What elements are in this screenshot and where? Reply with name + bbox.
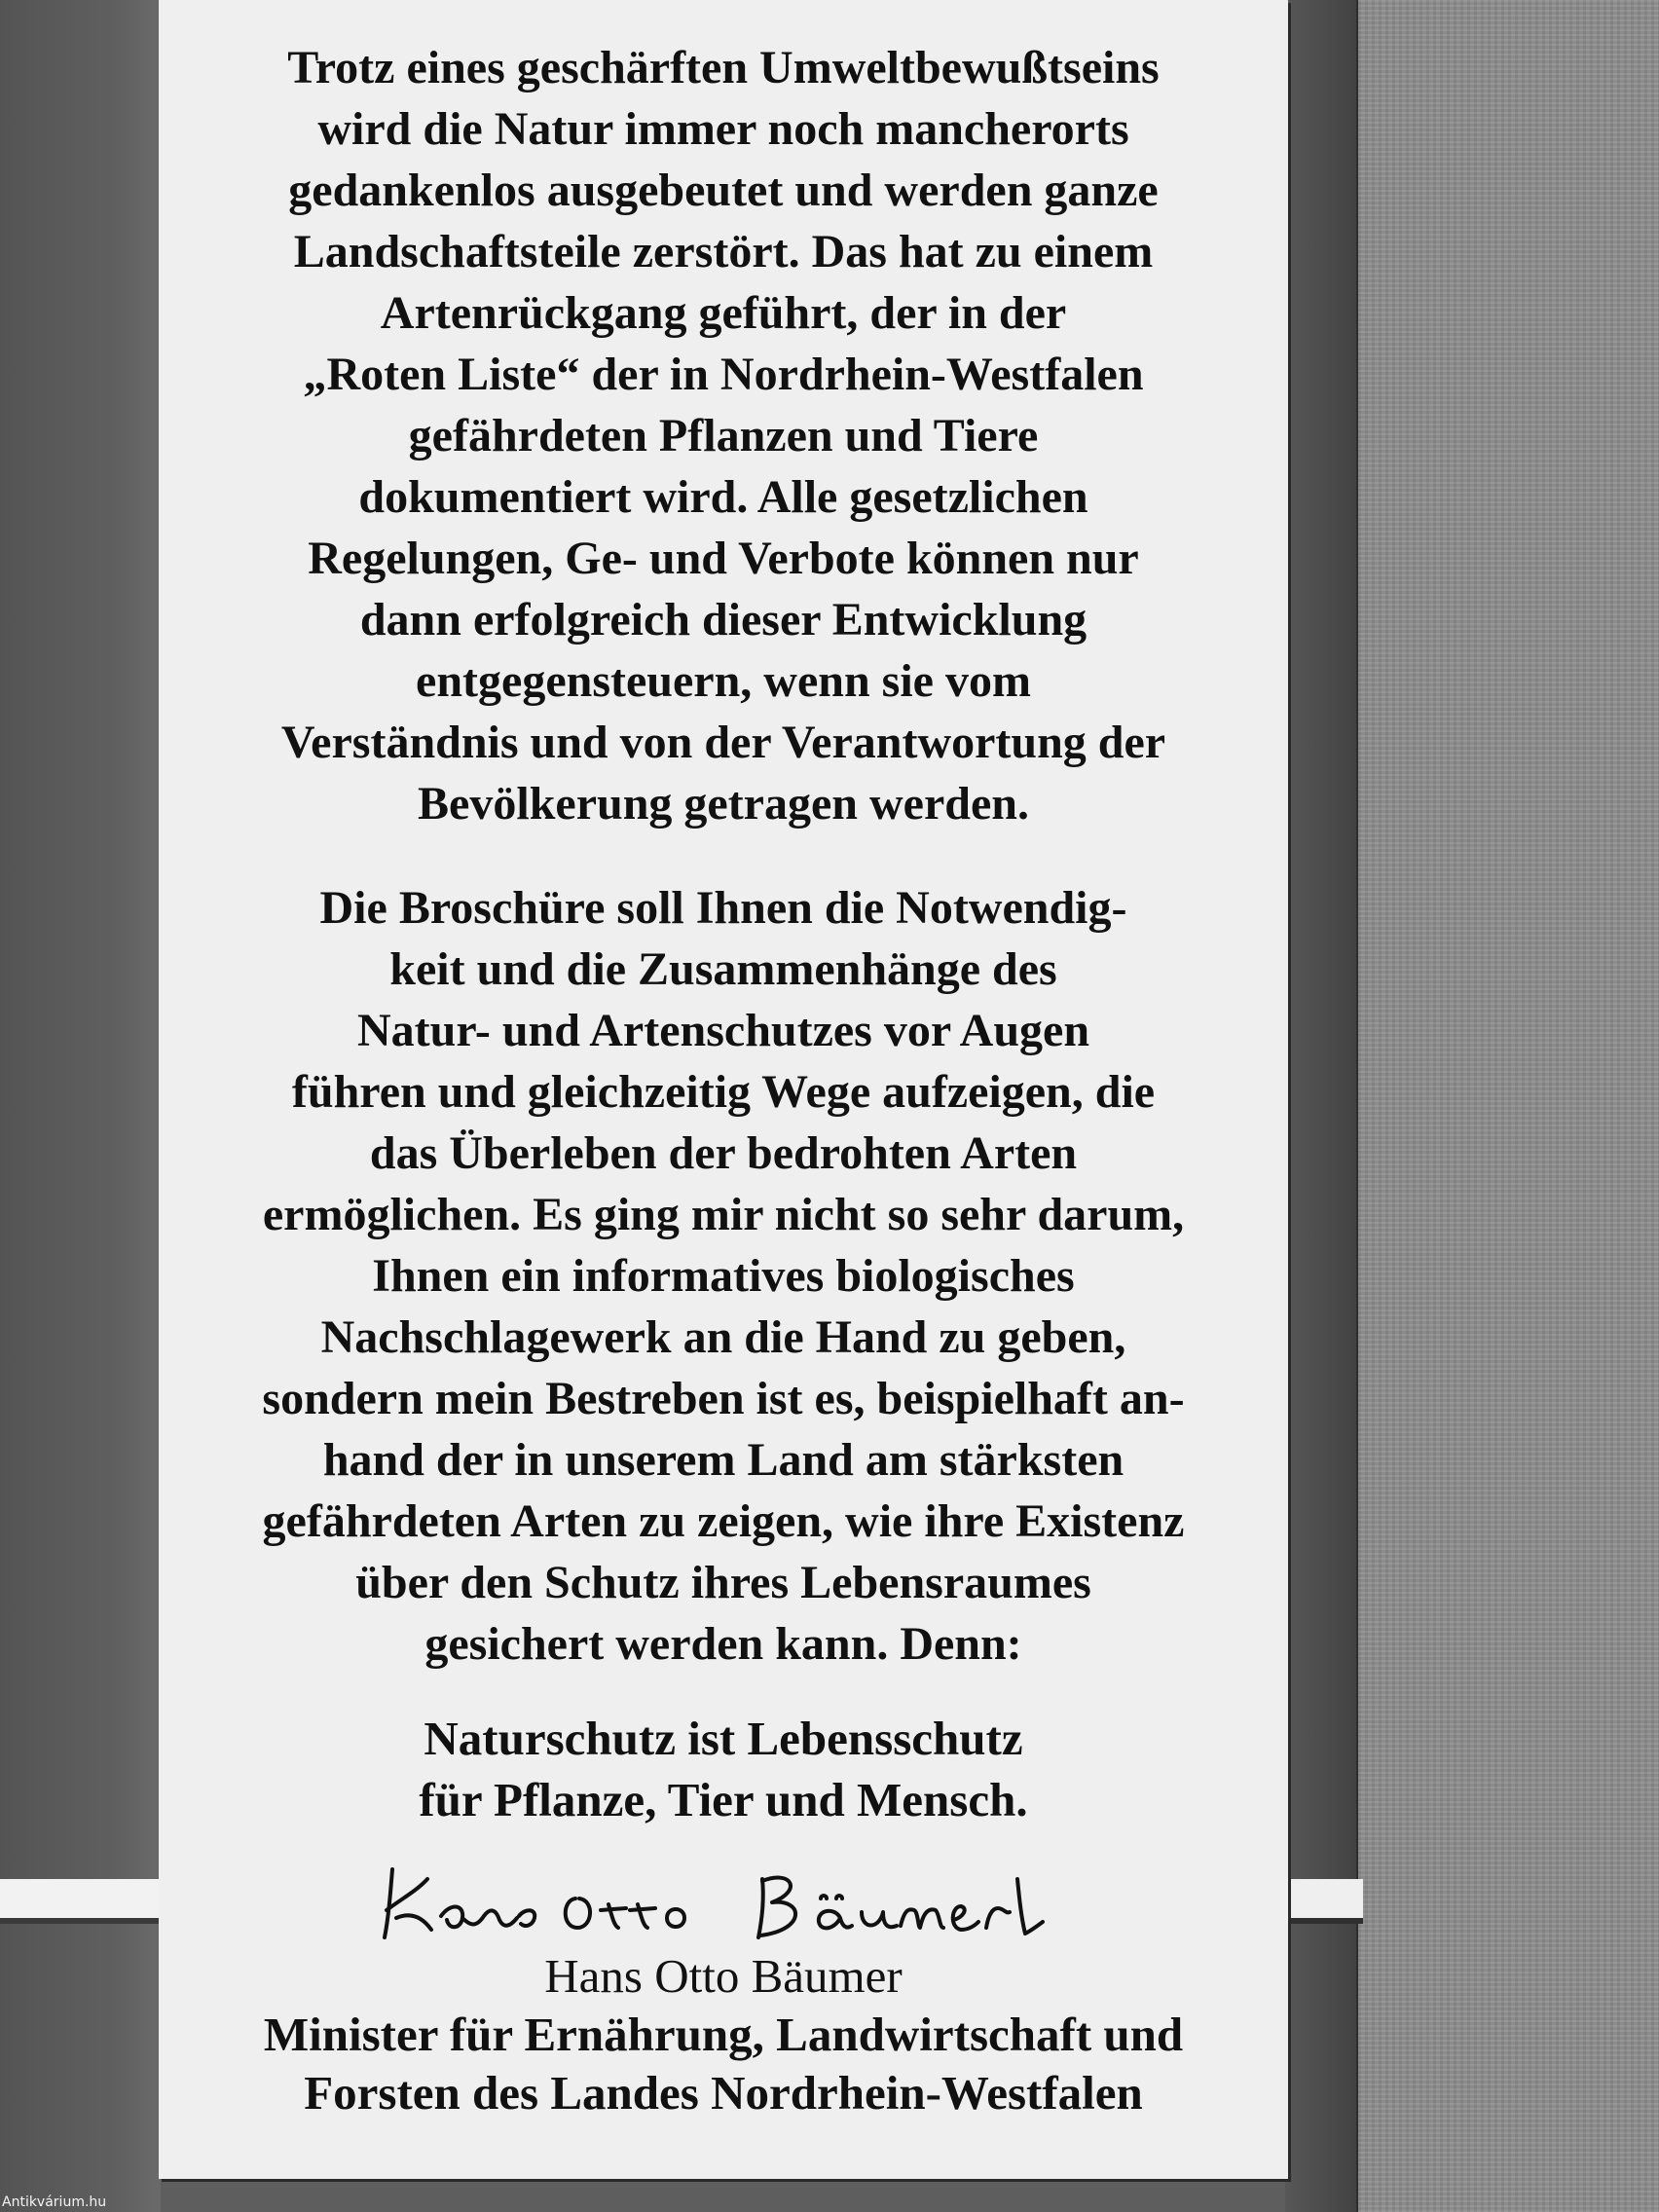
- text-line: Ihnen ein informatives biologisches: [372, 1250, 1075, 1302]
- text-line: führen und gleichzeitig Wege aufzeigen, die: [291, 1066, 1156, 1118]
- text-line: „Roten Liste“ der in Nordrhein-Westfalen: [303, 349, 1144, 400]
- text-line: sondern mein Bestreben ist es, beispielhaft an-: [262, 1373, 1185, 1424]
- text-line: Trotz eines geschärften Umweltbewußtseins: [287, 42, 1160, 93]
- text-line: gesichert werden kann. Denn:: [424, 1618, 1022, 1670]
- text-line: wird die Natur immer noch mancherorts: [317, 103, 1129, 155]
- text-line: dokumentiert wird. Alle gesetzlichen: [358, 471, 1088, 523]
- text-line: Verständnis und von der Verantwortung der: [280, 717, 1166, 768]
- cover-stripe-left: [0, 1879, 170, 1918]
- paragraph-spacer: [198, 834, 1249, 877]
- cover-stripe-left-shadow: [0, 1918, 170, 1924]
- text-line: Natur- und Artenschutzes vor Augen: [356, 1005, 1090, 1056]
- author-title-line: Minister für Ernährung, Landwirtschaft und: [263, 2008, 1184, 2061]
- cover-stripe-right-shadow: [1285, 1918, 1363, 1924]
- author-name: Hans Otto Bäumer: [544, 1949, 903, 2003]
- watermark: Antikvárium.hu: [2, 2194, 107, 2210]
- text-line: Nachschlagewerk an die Hand zu geben,: [320, 1311, 1126, 1363]
- text-line: keit und die Zusammenhänge des: [389, 943, 1057, 995]
- author-title-line: Forsten des Landes Nordrhein-Westfalen: [304, 2066, 1143, 2120]
- text-panel: [159, 0, 1288, 2179]
- purpose-paragraph: [198, 877, 1249, 1675]
- text-line: entgegensteuern, wenn sie vom: [416, 655, 1031, 707]
- cover-stripe-right: [1285, 1879, 1363, 1918]
- text-line: Regelungen, Ge- und Verbote können nur: [308, 533, 1139, 584]
- handwritten-signature: [363, 1840, 1084, 1947]
- text-line: dann erfolgreich dieser Entwicklung: [359, 594, 1088, 645]
- text-line: ermöglichen. Es ging mir nicht so sehr darum,: [262, 1189, 1185, 1240]
- text-line: Landschaftsteile zerstört. Das hat zu einem: [293, 226, 1154, 277]
- intro-paragraph: [198, 37, 1249, 834]
- text-line: gefährdeten Arten zu zeigen, wie ihre Existenz: [262, 1495, 1185, 1547]
- motto-line: Naturschutz ist Lebensschutz: [424, 1712, 1023, 1765]
- text-line: hand der in unserem Land am stärksten: [322, 1434, 1124, 1486]
- author-title: [198, 2006, 1249, 2122]
- motto-line: für Pflanze, Tier und Mensch.: [419, 1773, 1028, 1826]
- motto: [198, 1708, 1249, 1830]
- text-line: gedankenlos ausgebeutet und werden ganze: [288, 165, 1159, 216]
- background-surface: [1358, 0, 1659, 2212]
- text-line: Die Broschüre soll Ihnen die Notwendig-: [319, 882, 1127, 934]
- text-line: Bevölkerung getragen werden.: [418, 778, 1029, 830]
- paragraph-spacer: [198, 1675, 1249, 1708]
- text-line: gefährdeten Pflanzen und Tiere: [408, 410, 1039, 461]
- text-line: das Überleben der bedrohten Arten: [369, 1127, 1078, 1179]
- text-line: Artenrückgang geführt, der in der: [380, 287, 1067, 339]
- text-line: über den Schutz ihres Lebensraumes: [355, 1557, 1091, 1608]
